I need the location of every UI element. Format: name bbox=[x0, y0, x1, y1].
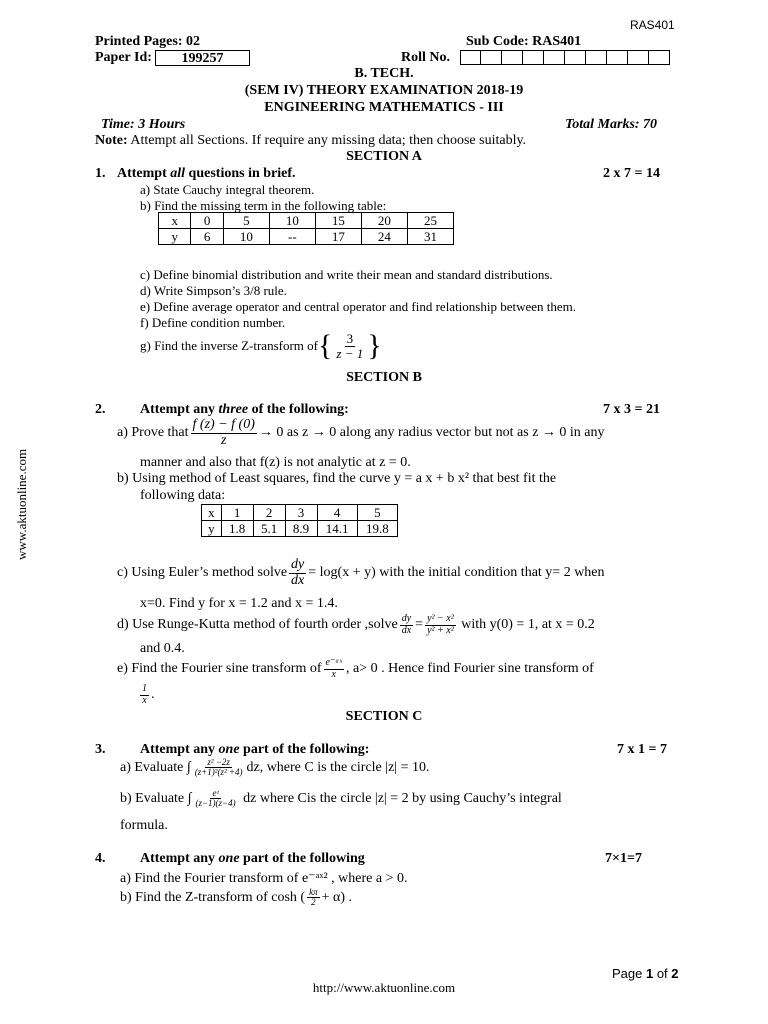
table-row: x 0 5 10 15 20 25 bbox=[159, 213, 454, 229]
q1f: f) Define condition number. bbox=[140, 315, 286, 330]
total-marks: Total Marks: 70 bbox=[565, 117, 658, 132]
time-label: Time: 3 Hours bbox=[101, 117, 186, 132]
q3-number: 3. bbox=[95, 742, 106, 757]
q2a: a) Prove that $\frac{f (z) - f (0)}{z}$ → 0 as z → 0 along any radius vector but not as z → 0 in any bbox=[117, 417, 605, 448]
section-b-title: SECTION B bbox=[346, 370, 422, 385]
q1e: e) Define average operator and central operator and find relationship between them. bbox=[140, 299, 577, 314]
section-c-title: SECTION C bbox=[345, 709, 423, 724]
missing-term-table bbox=[158, 212, 454, 245]
q1b: b) Find the missing term in the following table: bbox=[140, 198, 387, 213]
q4a: a) Find the Fourier transform of e⁻ᵃˣ² , where a > 0. bbox=[120, 871, 408, 886]
q3b: b) Evaluate ∫ $\frac{\text{eᶻ}}{(z-1)(z-4)}$ dz where Cis the circle |z| = 2 by using Cauchy’s integral bbox=[120, 788, 562, 809]
q1a: a) State Cauchy integral theorem. bbox=[140, 182, 315, 197]
footer-url[interactable]: http://www.aktuonline.com bbox=[312, 980, 456, 995]
q4-marks: 7×1=7 bbox=[605, 851, 642, 866]
q2e: e) Find the Fourier sine transform of $\frac{\text{e⁻ᵃˣ}}{x}$ , a> 0 . Hence find Fourier sine transform of bbox=[117, 657, 594, 680]
roll-no-boxes bbox=[460, 50, 670, 65]
corner-subject-code: RAS401 bbox=[630, 18, 675, 32]
q2d-line2: and 0.4. bbox=[140, 641, 185, 656]
q1c: c) Define binomial distribution and write their mean and standard distributions. bbox=[140, 267, 553, 282]
paper-id-label: Paper Id: bbox=[95, 50, 152, 65]
q1g: g) Find the inverse Z-transform of { $\frac{3}{z - 1}$ } bbox=[140, 329, 382, 362]
q1-marks: 2 x 7 = 14 bbox=[603, 166, 660, 181]
q3-marks: 7 x 1 = 7 bbox=[617, 742, 667, 757]
printed-pages: Printed Pages: 02 bbox=[95, 34, 200, 49]
q2e-line2: $\frac{1}{x}$ . bbox=[142, 683, 155, 706]
q2b: b) Using method of Least squares, find the curve y = a x + b x² that best fit the bbox=[117, 471, 557, 486]
q3a: a) Evaluate ∫ $\frac{\text{z² −2z}}{\text{(z+1)²(z² +4)}}$ dz, where C is the circle |z| = 10. bbox=[120, 757, 430, 778]
note: Note: Attempt all Sections. If require any missing data; then choose suitably. bbox=[95, 133, 527, 148]
page-number: Page 1 of 2 bbox=[612, 966, 679, 981]
roll-no-label: Roll No. bbox=[401, 50, 450, 65]
q3b-line2: formula. bbox=[120, 818, 168, 833]
q2c-line2: x=0. Find y for x = 1.2 and x = 1.4. bbox=[140, 596, 338, 611]
q2-marks: 7 x 3 = 21 bbox=[603, 402, 660, 417]
q3-heading: Attempt any one part of the following: bbox=[140, 742, 370, 757]
q2-number: 2. bbox=[95, 402, 106, 417]
degree-title: B. TECH. bbox=[354, 66, 414, 81]
exam-title: (SEM IV) THEORY EXAMINATION 2018-19 bbox=[244, 83, 524, 98]
table-row: x 1 2 3 4 5 bbox=[202, 505, 398, 521]
q4b: b) Find the Z-transform of cosh ( $\frac{k\pi}{2}$ + α) . bbox=[120, 887, 352, 908]
q2a-line2: manner and also that f(z) is not analytic at z = 0. bbox=[140, 455, 411, 470]
q1d: d) Write Simpson’s 3/8 rule. bbox=[140, 283, 287, 298]
q4-heading: Attempt any one part of the following bbox=[140, 851, 365, 866]
q2d: d) Use Runge-Kutta method of fourth order ,solve $\frac{dy}{dx}$ = $\frac{\text{y² − x²}}{\text{y² + x²}}$ with y(0) = 1, at x = 0.2 bbox=[117, 613, 595, 636]
least-squares-table bbox=[201, 504, 398, 537]
section-a-title: SECTION A bbox=[346, 149, 422, 164]
q2-heading: Attempt any three of the following: bbox=[140, 402, 349, 417]
q2b-line2: following data: bbox=[140, 488, 226, 503]
table-row: y 6 10 -- 17 24 31 bbox=[159, 229, 454, 245]
q4-number: 4. bbox=[95, 851, 106, 866]
sub-code: Sub Code: RAS401 bbox=[466, 34, 582, 49]
side-watermark-url: www.aktuonline.com bbox=[14, 448, 29, 560]
q2c: c) Using Euler’s method solve $\frac{dy}{dx}$ = log(x + y) with the initial condition that y= 2 when bbox=[117, 557, 605, 588]
paper-id-box: 199257 bbox=[155, 50, 250, 66]
q1-heading: Attempt all questions in brief. bbox=[117, 166, 296, 181]
q1-number: 1. bbox=[95, 166, 106, 181]
subject-title: ENGINEERING MATHEMATICS - III bbox=[264, 100, 504, 115]
table-row: y 1.8 5.1 8.9 14.1 19.8 bbox=[202, 521, 398, 537]
